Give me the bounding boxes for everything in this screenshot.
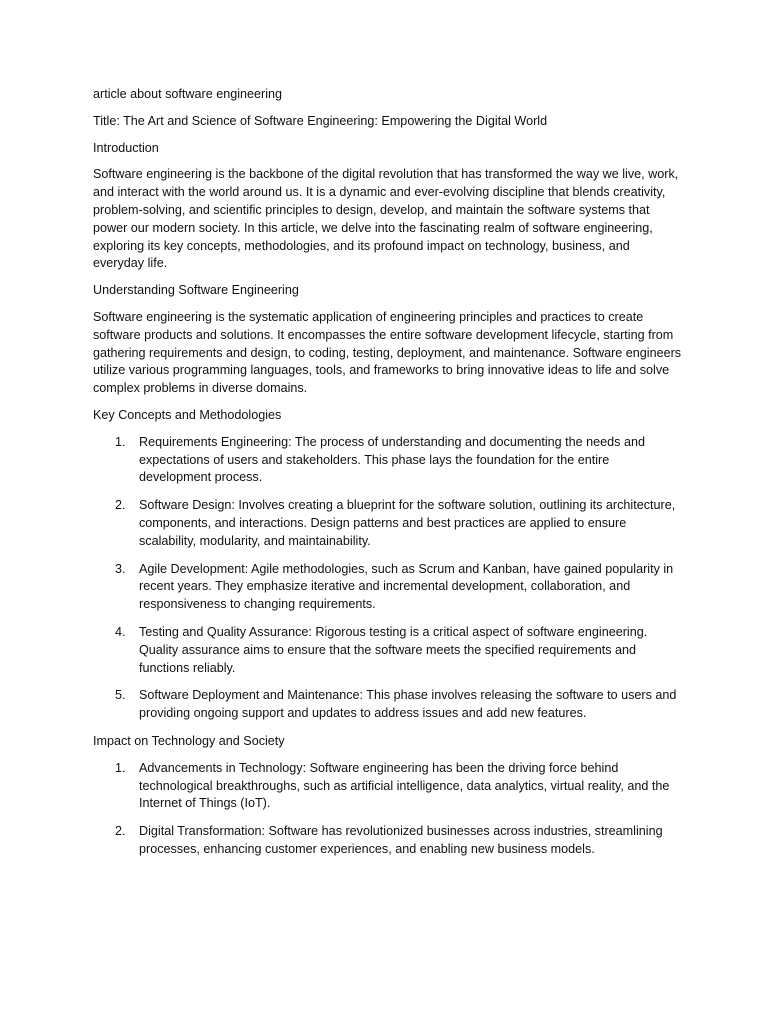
list-item-text: Software Deployment and Maintenance: This phase involves releasing the software to users and providing ongoing support and updates to address issues and add new features. [139, 688, 677, 721]
list-item-number: 1. [115, 434, 126, 449]
list-item [93, 823, 683, 859]
list-item [93, 434, 683, 487]
key-concepts-list [93, 434, 683, 723]
list-item-number: 2. [115, 824, 126, 839]
key-concepts-heading: Key Concepts and Methodologies [93, 407, 282, 422]
list-item [93, 561, 683, 614]
impact-list [93, 760, 683, 859]
title-line: Title: The Art and Science of Software Engineering: Empowering the Digital World [93, 113, 548, 128]
list-item-text: Agile Development: Agile methodologies, such as Scrum and Kanban, have gained popularity in recent years. They emphasize iterative and incremental development, collaboration, and responsiveness to changing requirements. [139, 561, 674, 612]
list-item-number: 5. [115, 688, 126, 703]
understanding-heading: Understanding Software Engineering [93, 283, 299, 298]
introduction-paragraph: Software engineering is the backbone of the digital revolution that has transformed the way we live, work, and interact with the world around us. It is a dynamic and ever-evolving discipline that blends creativity, problem-solving, and scientific principles to design, develop, and maintain the software systems that power our modern society. In this article, we delve into the fascinating realm of software engineering, exploring its key concepts, methodologies, and its profound impact on technology, business, and everyday life. [93, 167, 679, 271]
list-item-number: 2. [115, 498, 126, 513]
impact-heading: Impact on Technology and Society [93, 733, 285, 748]
document-page [93, 86, 683, 869]
list-item [93, 497, 683, 550]
understanding-paragraph: Software engineering is the systematic application of engineering principles and practices to create software products and solutions. It encompasses the entire software development lifecycle, starting from gathering requirements and design, to coding, testing, deployment, and maintenance. Software engineers utilize various programming languages, tools, and frameworks to bring innovative ideas to life and solve complex problems in diverse domains. [93, 309, 682, 396]
list-item-number: 3. [115, 561, 126, 576]
list-item-text: Software Design: Involves creating a blueprint for the software solution, outlining its architecture, components, and interactions. Design patterns and best practices are applied to ensure scalability, modularity, and maintainability. [139, 498, 676, 548]
list-item-number: 4. [115, 624, 126, 639]
list-item [93, 624, 683, 677]
list-item-number: 1. [115, 760, 126, 775]
topic-line: article about software engineering [93, 87, 283, 101]
list-item-text: Advancements in Technology: Software engineering has been the driving force behind technological breakthroughs, such as artificial intelligence, data analytics, virtual reality, and the Internet of Things (IoT). [139, 760, 670, 811]
list-item-text: Testing and Quality Assurance: Rigorous testing is a critical aspect of software engineering. Quality assurance aims to ensure that the software meets the specified requirements and functions reliably. [139, 624, 648, 675]
introduction-heading: Introduction [93, 140, 159, 155]
list-item-text: Digital Transformation: Software has revolutionized businesses across industries, streamlining processes, enhancing customer experiences, and enabling new business models. [139, 824, 663, 856]
list-item [93, 760, 683, 813]
list-item [93, 687, 683, 723]
list-item-text: Requirements Engineering: The process of understanding and documenting the needs and expectations of users and stakeholders. This phase lays the foundation for the entire development process. [139, 434, 645, 485]
